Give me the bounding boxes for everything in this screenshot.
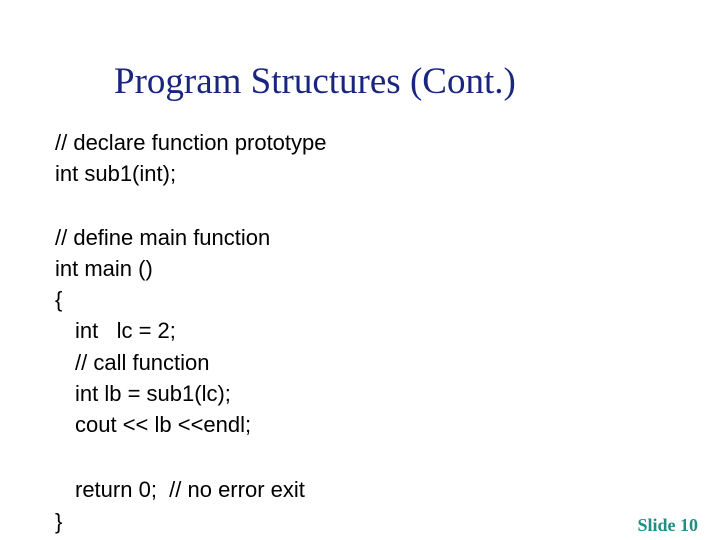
code-line-9: cout << lb <<endl; [75, 412, 252, 437]
code-line-5: { [55, 287, 63, 312]
code-line-3: // define main function [55, 225, 271, 250]
code-line-7: // call function [75, 350, 210, 375]
code-line-8: int lb = sub1(lc); [75, 381, 231, 406]
code-line-2: int sub1(int); [55, 161, 177, 186]
code-block [55, 0, 575, 540]
slide-title: Program Structures (Cont.) [114, 61, 516, 102]
code-line-6: int lc = 2; [75, 318, 176, 343]
code-line-11: } [55, 509, 63, 534]
slide-number: Slide 10 [637, 515, 698, 535]
code-line-1: // declare function prototype [55, 130, 327, 155]
code-line-4: int main () [55, 256, 153, 281]
code-line-10: return 0; // no error exit [75, 477, 305, 502]
